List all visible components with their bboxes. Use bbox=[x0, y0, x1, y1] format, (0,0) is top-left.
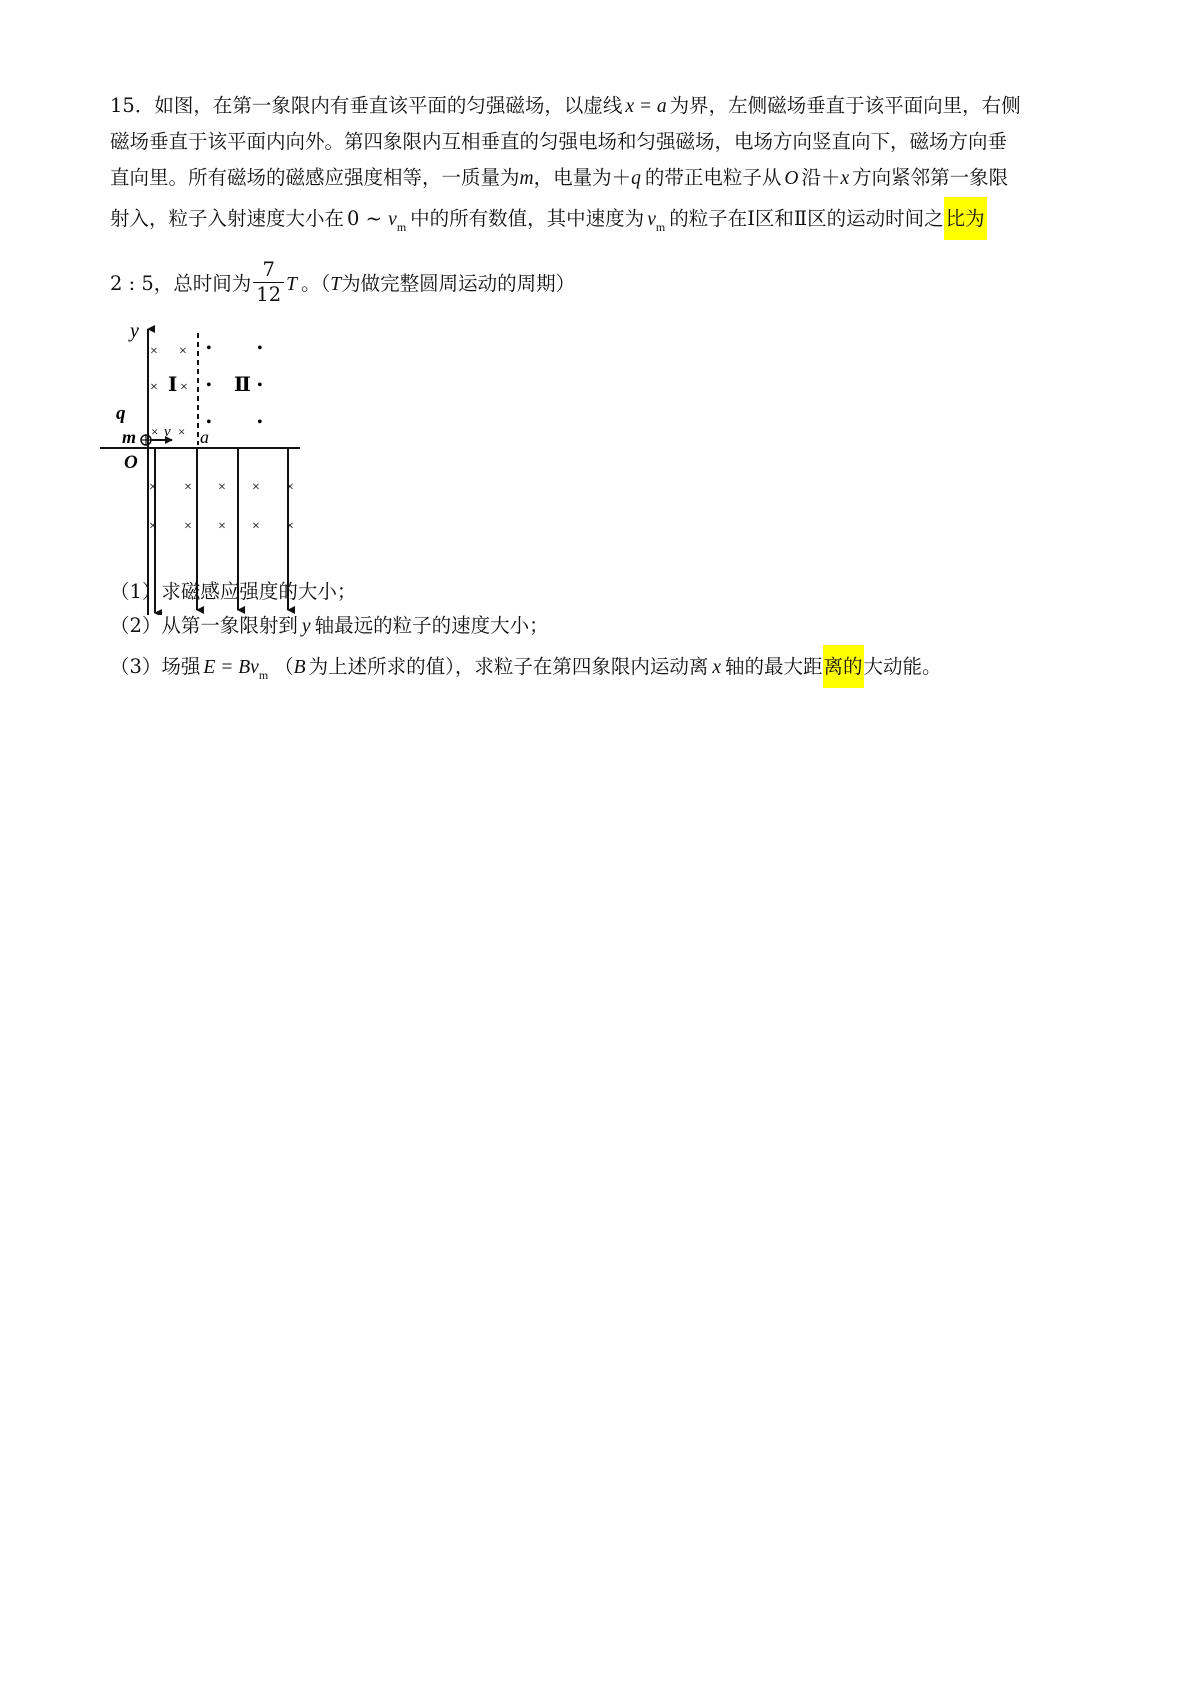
text: 的带正电粒子从 bbox=[644, 166, 782, 189]
equation: x = a bbox=[625, 96, 667, 117]
text: 为上述所求的值），求粒子在第四象限内运动离 bbox=[308, 655, 709, 678]
problem-line-5 bbox=[110, 260, 575, 309]
text: 轴最远的粒子的速度大小； bbox=[314, 614, 549, 637]
field-into-mark: × bbox=[151, 424, 159, 439]
field-into-mark: × bbox=[180, 380, 188, 395]
text: 轴的最大距 bbox=[725, 655, 823, 678]
subscript: m bbox=[258, 668, 269, 682]
a-label: a bbox=[200, 427, 209, 447]
text: （1）求磁感应强度的大小； bbox=[110, 580, 357, 603]
var-x: x bbox=[840, 168, 850, 189]
question-2 bbox=[110, 610, 549, 638]
text: ，总时间为 bbox=[153, 272, 252, 295]
ratio: 2 : 5 bbox=[110, 272, 154, 295]
field-into-mark: × bbox=[178, 424, 186, 439]
field-out-mark: • bbox=[206, 414, 212, 431]
text: 磁场垂直于该平面内向外。第四象限内互相垂直的匀强电场和匀强磁场，电场方向竖直向下，磁场方向垂 bbox=[110, 130, 1008, 153]
field-into-mark: × bbox=[252, 480, 260, 495]
problem-line-4 bbox=[110, 203, 987, 234]
field-into-mark: × bbox=[286, 519, 294, 534]
subscript: m bbox=[396, 220, 407, 234]
velocity-label: v bbox=[164, 424, 171, 440]
field-into-mark: × bbox=[218, 480, 226, 495]
var-O: O bbox=[784, 168, 799, 189]
var-v: v bbox=[647, 209, 656, 230]
var-y: y bbox=[301, 616, 311, 637]
field-into-mark: × bbox=[150, 380, 158, 395]
field-out-mark: • bbox=[257, 340, 263, 357]
origin-label: O bbox=[124, 452, 138, 473]
text: 沿＋ bbox=[801, 166, 841, 189]
question-1 bbox=[110, 576, 356, 604]
field-into-mark: × bbox=[184, 519, 192, 534]
text: （ bbox=[274, 655, 294, 678]
text: 。（ bbox=[300, 272, 331, 295]
field-out-mark: • bbox=[206, 377, 212, 394]
problem-line-1 bbox=[110, 90, 1021, 118]
text: 如图，在第一象限内有垂直该平面的匀强磁场，以虚线 bbox=[154, 94, 623, 117]
question-3 bbox=[110, 651, 942, 682]
text: （2）从第一象限射到 bbox=[110, 614, 298, 637]
var-v: v bbox=[388, 209, 397, 230]
field-into-mark: × bbox=[149, 519, 157, 534]
problem-line-3 bbox=[110, 162, 1008, 190]
field-out-mark: • bbox=[257, 377, 263, 394]
highlight: 离的 bbox=[823, 645, 864, 688]
text: 射入，粒子入射速度大小在 bbox=[110, 207, 345, 230]
field-into-mark: × bbox=[184, 480, 192, 495]
problem-line-2 bbox=[110, 126, 1007, 154]
text: 的粒子在Ⅰ区和Ⅱ区的运动时间之 bbox=[669, 207, 944, 230]
field-into-mark: × bbox=[252, 519, 260, 534]
charge-label: q bbox=[116, 403, 126, 424]
text: 大动能。 bbox=[863, 655, 942, 678]
denominator: 12 bbox=[253, 282, 284, 307]
text: 中的所有数值，其中速度为 bbox=[410, 207, 645, 230]
text: 方向紧邻第一象限 bbox=[852, 166, 1009, 189]
var-q: q bbox=[631, 168, 641, 189]
text: 直向里。所有磁场的磁感应强度相等，一质量为 bbox=[110, 166, 520, 189]
highlight: 比为 bbox=[944, 197, 987, 240]
field-into-mark: × bbox=[150, 344, 158, 359]
text: ，电量为＋ bbox=[533, 166, 632, 189]
var-T: T bbox=[330, 274, 342, 295]
fraction bbox=[253, 258, 284, 307]
var-x: x bbox=[712, 657, 722, 678]
field-into-mark: × bbox=[179, 344, 187, 359]
field-out-mark: • bbox=[257, 414, 263, 431]
numerator: 7 bbox=[262, 258, 275, 281]
text: （3）场强 bbox=[110, 655, 201, 678]
y-axis-label: y bbox=[130, 325, 139, 342]
mass-label: m bbox=[122, 427, 137, 447]
equation: E = Bv bbox=[203, 657, 259, 678]
field-into-mark: × bbox=[218, 519, 226, 534]
range: 0 ~ bbox=[347, 207, 382, 230]
field-diagram bbox=[100, 325, 330, 615]
field-into-mark: × bbox=[286, 480, 294, 495]
field-into-mark: × bbox=[149, 480, 157, 495]
problem-number: 15． bbox=[110, 94, 155, 117]
text: 为界，左侧磁场垂直于该平面向里，右侧 bbox=[669, 94, 1021, 117]
var-T: T bbox=[286, 274, 297, 295]
text: 为做完整圆周运动的周期） bbox=[341, 272, 576, 295]
subscript: m bbox=[655, 220, 666, 234]
var-m: m bbox=[519, 168, 534, 189]
var-B: B bbox=[293, 657, 306, 678]
region-1-label: Ⅰ bbox=[168, 374, 178, 396]
field-out-mark: • bbox=[206, 340, 212, 357]
region-2-label: Ⅱ bbox=[234, 374, 251, 396]
